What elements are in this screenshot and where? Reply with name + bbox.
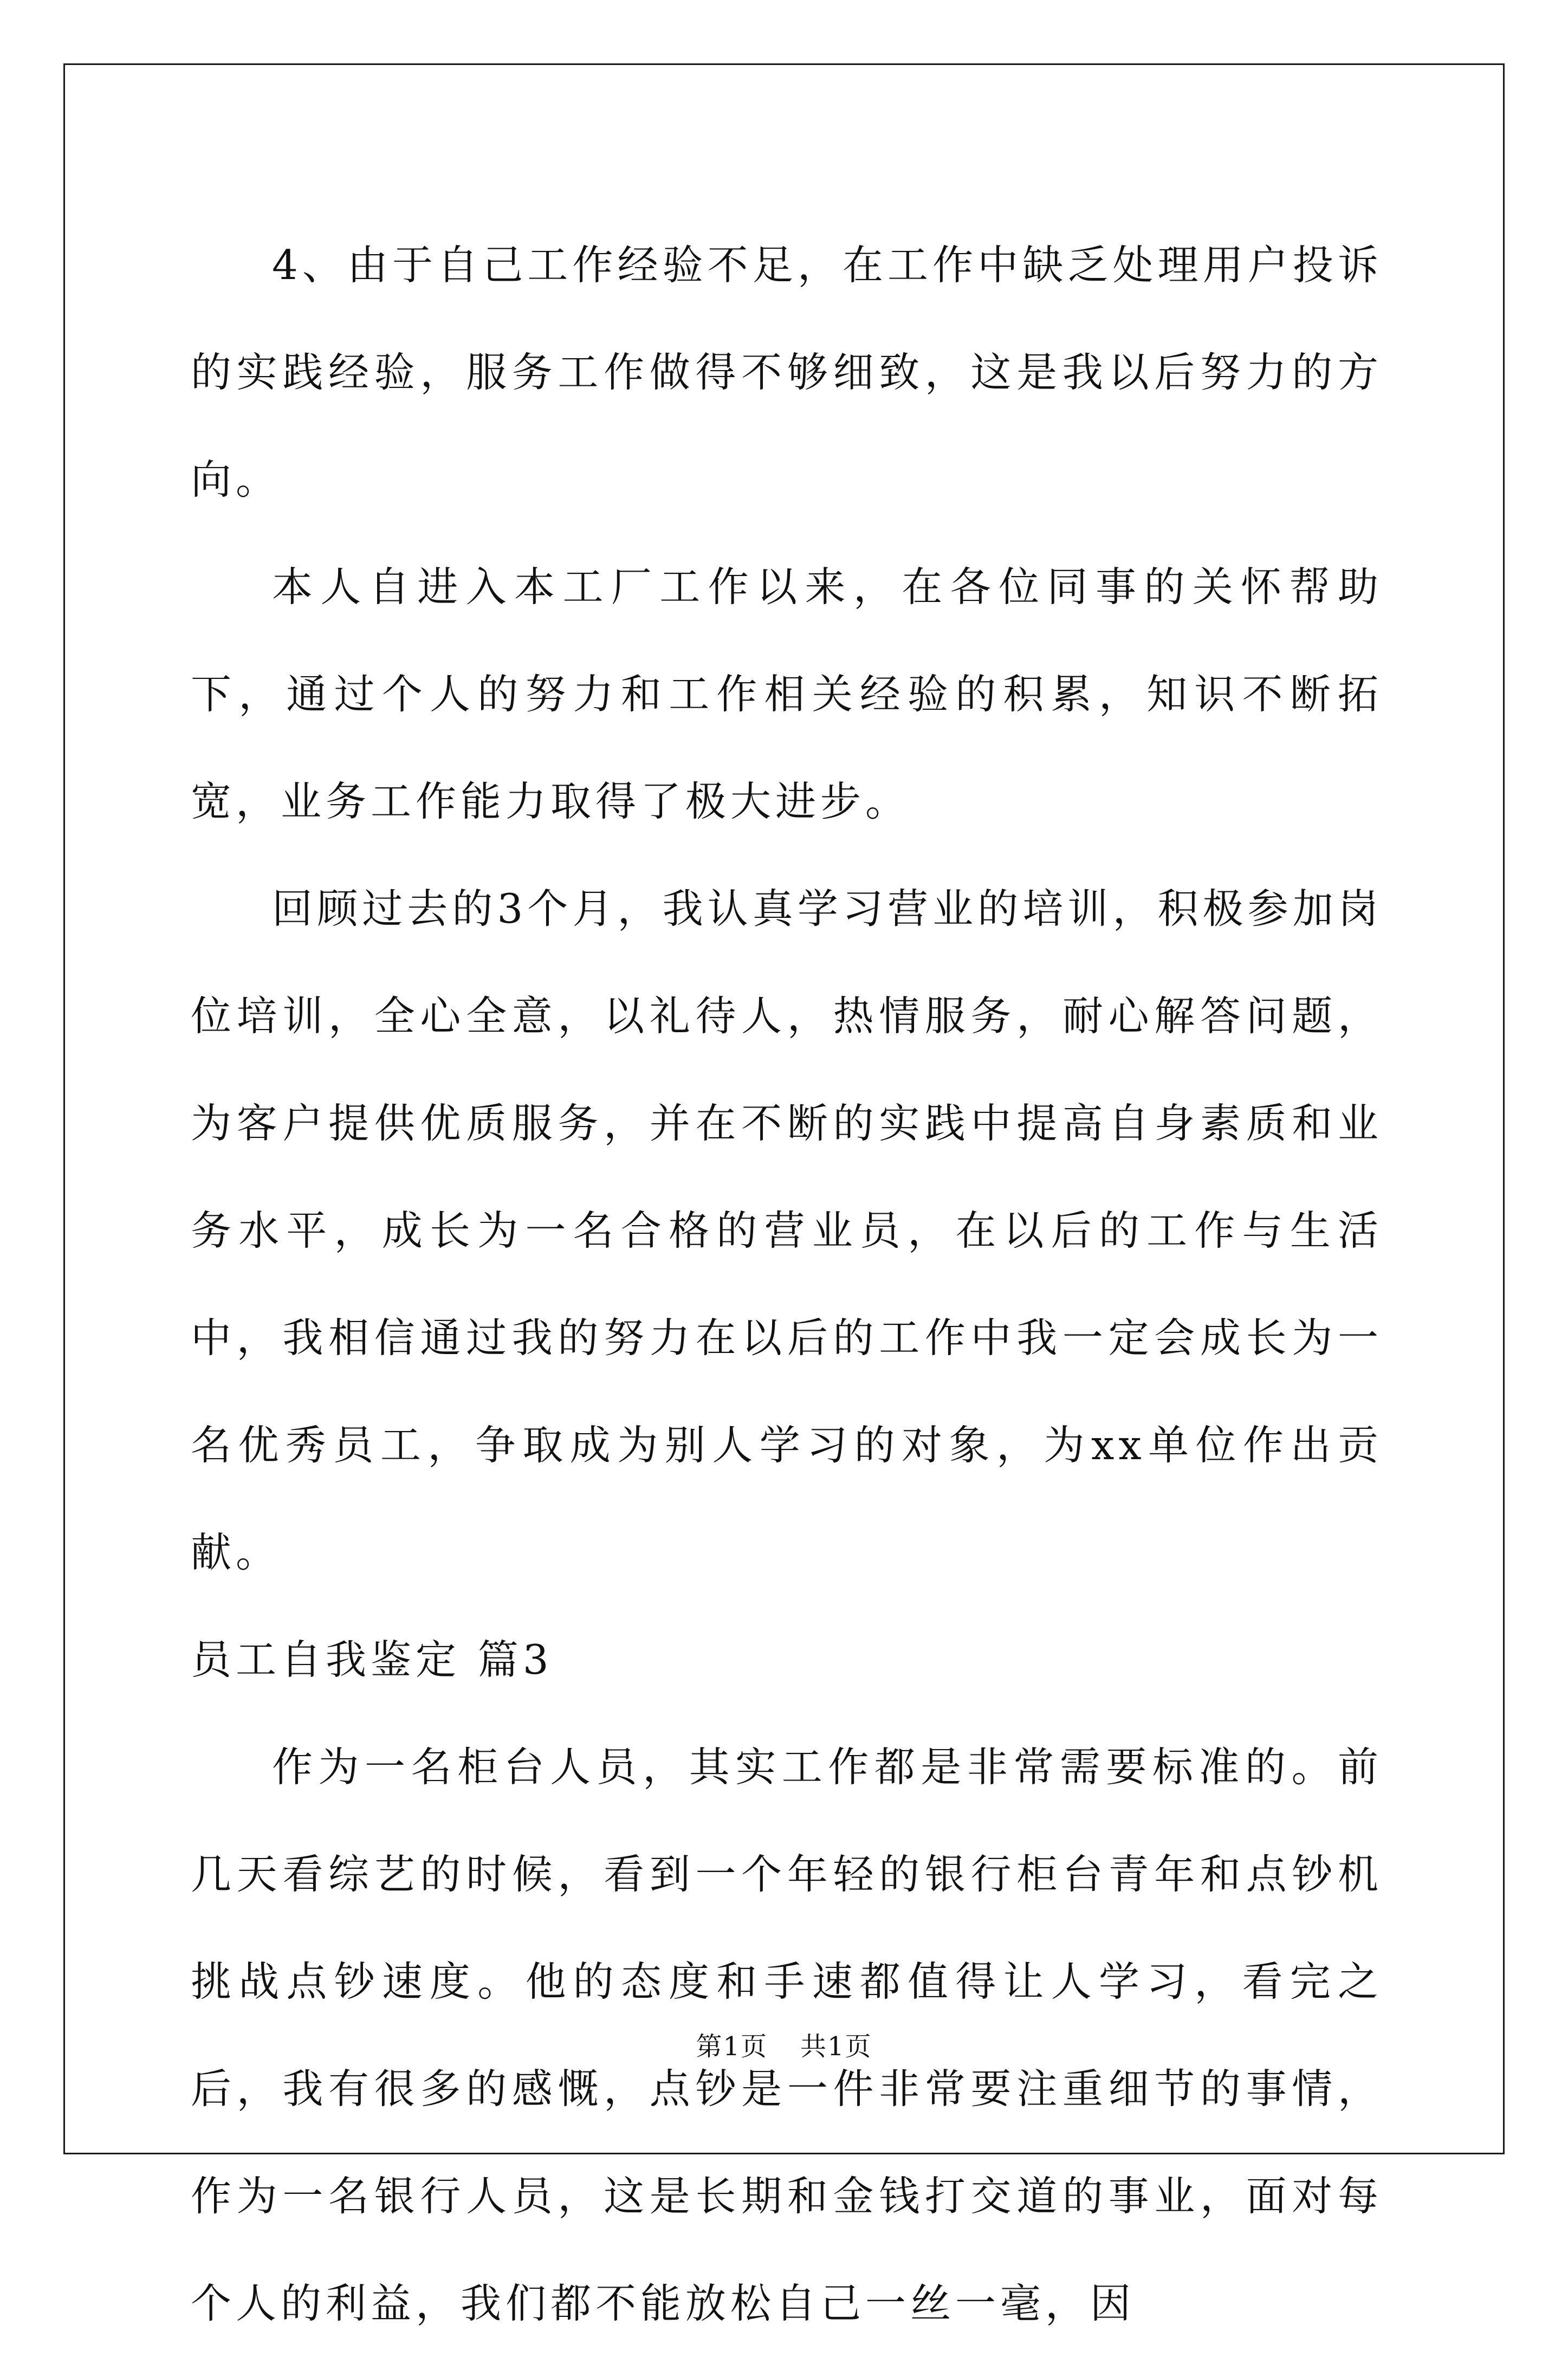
page-footer	[0, 2025, 1568, 2063]
page-number: 第1页	[696, 2031, 768, 2062]
section-heading: 员工自我鉴定 篇3	[191, 1636, 553, 1683]
paragraph-self-intro: 本人自进入本工厂工作以来，在各位同事的关怀帮助下，通过个人的努力和工作相关经验的积累，知识不断拓宽，业务工作能力取得了极大进步。	[191, 563, 1383, 825]
paragraph-counter-staff: 作为一名柜台人员，其实工作都是非常需要标准的。前几天看综艺的时候，看到一个年轻的银行柜台青年和点钞机挑战点钞速度。他的态度和手速都值得让人学习，看完之后，我有很多的感慨，点钞是一件非常要注重细节的事情，作为一名银行人员，这是长期和金钱打交道的事业，面对每个人的利益，我们都不能放松自己一丝一毫，因	[191, 1743, 1383, 2327]
paragraph-review: 回顾过去的3个月，我认真学习营业的培训，积极参加岗位培训，全心全意，以礼待人，热情服务，耐心解答问题，为客户提供优质服务，并在不断的实践中提高自身素质和业务水平，成长为一名合格的营业员，在以后的工作与生活中，我相信通过我的努力在以后的工作中我一定会成长为一名优秀员工，争取成为别人学习的对象，为xx单位作出贡献。	[191, 885, 1383, 1576]
paragraph-item-4: 4、由于自己工作经验不足，在工作中缺乏处理用户投诉的实践经验，服务工作做得不够细致，这是我以后努力的方向。	[191, 241, 1383, 503]
page-total: 共1页	[800, 2031, 872, 2062]
